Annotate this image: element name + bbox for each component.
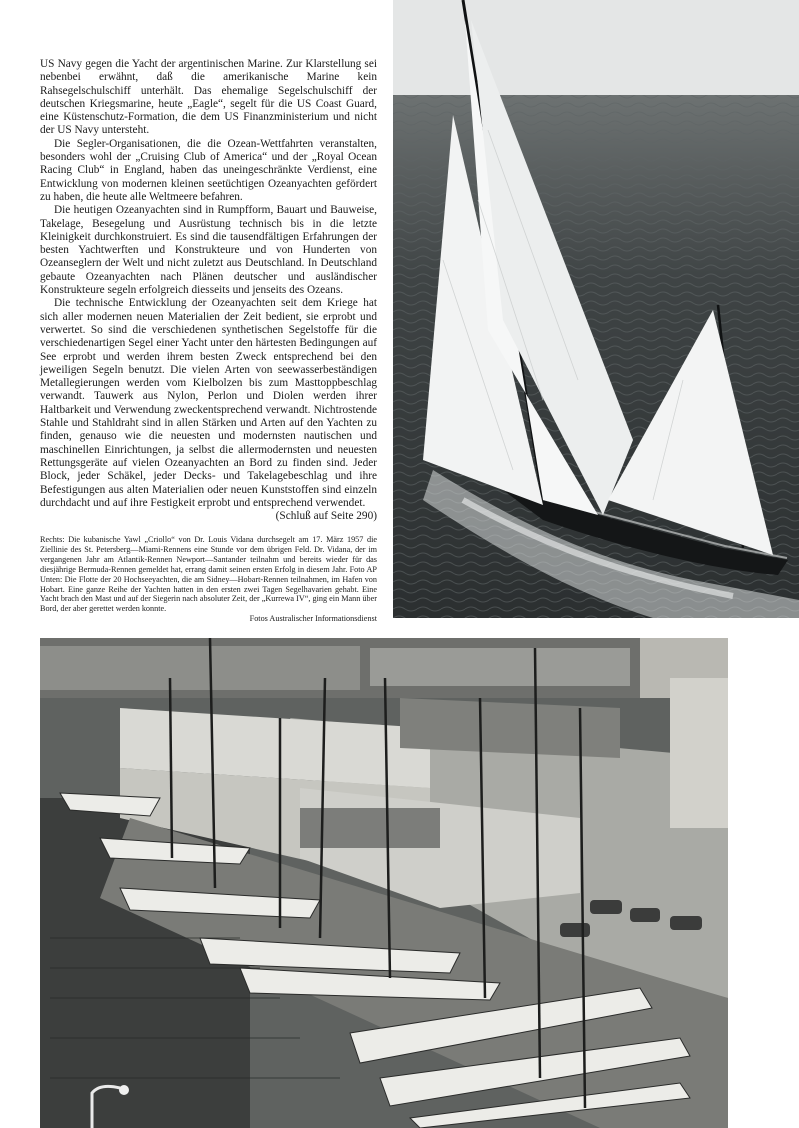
continuation-line — [40, 510, 377, 523]
harbour-fleet-illustration — [40, 638, 728, 1128]
article-paragraph: Die technische Entwicklung der Ozeanyachten seit dem Kriege hat sich aller modernen neuen Materialien der Zeit bedient, sie erprobt und verwertet. So sind die verschiedenen synthetischen Segelstoffe für die verschiedenartigen Segel einer Yacht unter den härtesten Bedingungen auf See erprobt und werden ihrem besten Zweck entsprechend bei den jeweiligen Segeln benutzt. Die vielen Arten von seewasserbeständigen Metallegierungen werden vom Kielbolzen bis zum Masttoppbeschlag verwandt. Tauwerk aus Nylon, Perlon und Diolen werden ihrer Haltbarkeit und Verwendung zweckentsprechend verwandt. Nichtrostende Stahle und Stahldraht sind in allen Stärken und Arten auf den Yachten zu finden, genauso wie die neuesten und modernsten nautischen und maschinellen Einrichtungen, ja selbst die allermodernsten und neuesten Rettungsgeräte auf vielen Ozeanyachten an Bord zu finden sind. Jeder Block, jeder Schäkel, jeder Decks- und Takelagebeschlag und ihre Befestigungen aus alten Materialien oder neuen Kunststoffen sind einzeln durchdacht und auf ihre Festigkeit erprobt und entsprechend verwendet. — [40, 297, 377, 509]
photo-caption — [40, 535, 377, 624]
yacht-sailing-photo — [393, 0, 799, 618]
continuation-reference: (Schluß auf Seite 290) — [275, 510, 377, 523]
article-paragraph: Die Segler-Organisationen, die die Ozean-Wettfahrten veranstalten, besonders wohl der „Cruising Club of America“ und der „Royal Ocean Racing Club“ in England, haben das uneingeschränkte Verdienst, eine Entwicklung von modernen kleinen seetüchtigen Ozeanyachten gefördert zu haben, die heute alle Weltmeere befahren. — [40, 137, 377, 203]
photo-credit: Fotos Australischer Informationsdienst — [249, 614, 377, 624]
caption-text: Rechts: Die kubanische Yawl „Criollo“ von Dr. Louis Vidana durchsegelt am 17. März 1957 die Ziellinie des St. Petersberg—Miami-Rennens eine Stunde vor dem übrigen Feld. Dr. Vidana, der im vergangenen Jahr am Atlantik-Rennen Newport—Santander teilnahm und bereits wieder für das diesjährige Bermuda-Rennen gemeldet hat, errang damit seinen ersten Erfolg in diesem Jahr. Foto AP Unten: Die Flotte der 20 Hochseeyachten, die am Sidney—Hobart-Rennen teilnahmen, im Hafen von Hobart. Eine ganze Reihe der Yachten hatten in den ersten zwei Tagen Segelhavarien gehabt. Eine Yacht brach den Mast und auf der Siegerin nach absoluter Zeit, der „Kurrewa IV“, ging ein Mann über Bord, der aber gerettet werden konnte. — [40, 535, 377, 614]
article-paragraph: US Navy gegen die Yacht der argentinischen Marine. Zur Klarstellung sei nebenbei erwähnt, daß die amerikanische Marine kein Rahsegelschulschiff unterhält. Das ehemalige Segelschulschiff der deutschen Kriegsmarine, heute „Eagle“, segelt für die US Coast Guard, eine Küstenschutz-Formation, die dem US Finanzministerium und nicht der US Navy untersteht. — [40, 58, 377, 137]
article-body — [40, 58, 377, 523]
harbour-fleet-photo — [40, 638, 728, 1128]
article-paragraph: Die heutigen Ozeanyachten sind in Rumpfform, Bauart und Bauweise, Takelage, Besegelung und Ausrüstung technisch bis in die letzte Kleinigkeit durchkonstruiert. Es sind die tausendfältigen Erfahrungen der besten Yachtwerften und Konstrukteure und von Hunderten von Ozeanseglern der Welt und nicht zuletzt aus Deutschland. In Deutschland gebaute Ozeanyachten nach Plänen deutscher und ausländischer Konstrukteure segeln erfolgreich diesseits und jenseits des Ozeans. — [40, 204, 377, 297]
yacht-sailing-illustration — [393, 0, 799, 618]
